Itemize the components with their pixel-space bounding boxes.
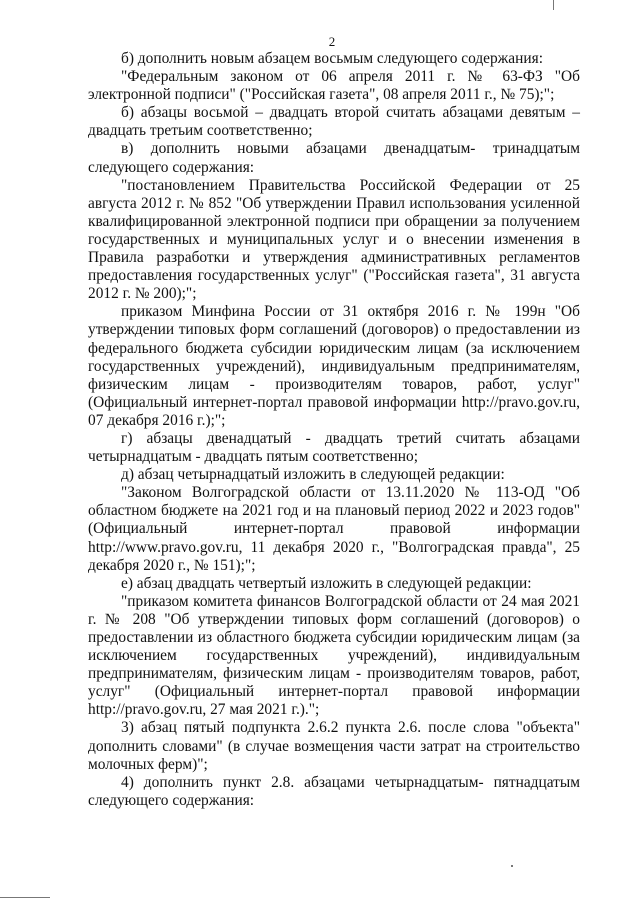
paragraph-amendment-v: в) дополнить новыми абзацами двенадцатым- тринадцатым следующего содержания: [88,140,580,176]
scan-edge-mark-bottom [0,897,50,898]
document-body [88,50,580,810]
paragraph-government-decree-852: "постановлением Правительства Российской Федерации от 25 августа 2012 г. № 852 "Об утверждении Правил использования усиленной квалифицированной электронной подписи при обращении за получением государственных и муниципальных услуг и о внесении изменения в Правила разработки и утверждения административных регламентов предоставления государственных услуг" ("Российская газета", 31 августа 2012 г. № 200);"; [88,176,580,303]
paragraph-finance-committee-order-208: "приказом комитета финансов Волгоградской области от 24 мая 2021 г. № 208 "Об утверждении типовых форм соглашений (договоров) о предоставлении из областного бюджета субсидии юридическим лицам (за исключением государственных учреждений), индивидуальным предпринимателям, физическим лицам - производителям товаров, работ, услуг" (Официальный интернет-портал правовой информации http://pravo.gov.ru, 27 мая 2021 г.)."; [88,592,580,719]
paragraph-item-3: 3) абзац пятый подпункта 2.6.2 пункта 2.6. после слова "объекта" дополнить словами" (в случае возмещения части затрат на строительство молочных ферм)"; [88,719,580,773]
paragraph-minfin-order-199n: приказом Минфина России от 31 октября 2016 г. № 199н "Об утверждении типовых форм соглашений (договоров) о предоставлении из федерального бюджета субсидии юридическим лицам (за исключением государственных учреждений), индивидуальным предпринимателям, физическим лицам - производителям товаров, работ, услуг" (Официальный интернет-портал правовой информации http://pravo.gov.ru, 07 декабря 2016 г.);"; [88,303,580,429]
paragraph-amendment-e: е) абзац двадцать четвертый изложить в следующей редакции: [121,574,532,592]
page-number: 2 [328,34,336,49]
paragraph-item-4: 4) дополнить пункт 2.8. абзацами четырнадцатым- пятнадцатым следующего содержания: [88,773,580,809]
paragraph-amendment-b1: б) дополнить новым абзацем восьмым следующего содержания: [121,50,543,67]
paragraph-amendment-d: д) абзац четырнадцатый изложить в следующей редакции: [121,466,505,484]
paragraph-amendment-b2: б) абзацы восьмой – двадцать второй считать абзацами девятым – двадцать третьим соответственно; [88,104,580,140]
paragraph-federal-law-63: "Федеральным законом от 06 апреля 2011 г. № 63-ФЗ "Об электронной подписи" ("Российская газета", 08 апреля 2011 г., № 75);"; [88,68,580,104]
scan-edge-mark-top [553,0,554,10]
paragraph-regional-law-113: "Законом Волгоградской области от 13.11.2020 № 113-ОД "Об областном бюджете на 2021 год и на плановый период 2022 и 2023 годов" (Официальный интернет-портал правовой информации http://www.pravo.gov.ru, 11 декабря 2020 г., "Волгоградская правда", 25 декабря 2020 г., № 151);"; [88,484,580,574]
paragraph-amendment-g: г) абзацы двенадцатый - двадцать третий считать абзацами четырнадцатым - двадцать пятым соответственно; [88,429,580,466]
scan-dot-mark [511,865,513,867]
